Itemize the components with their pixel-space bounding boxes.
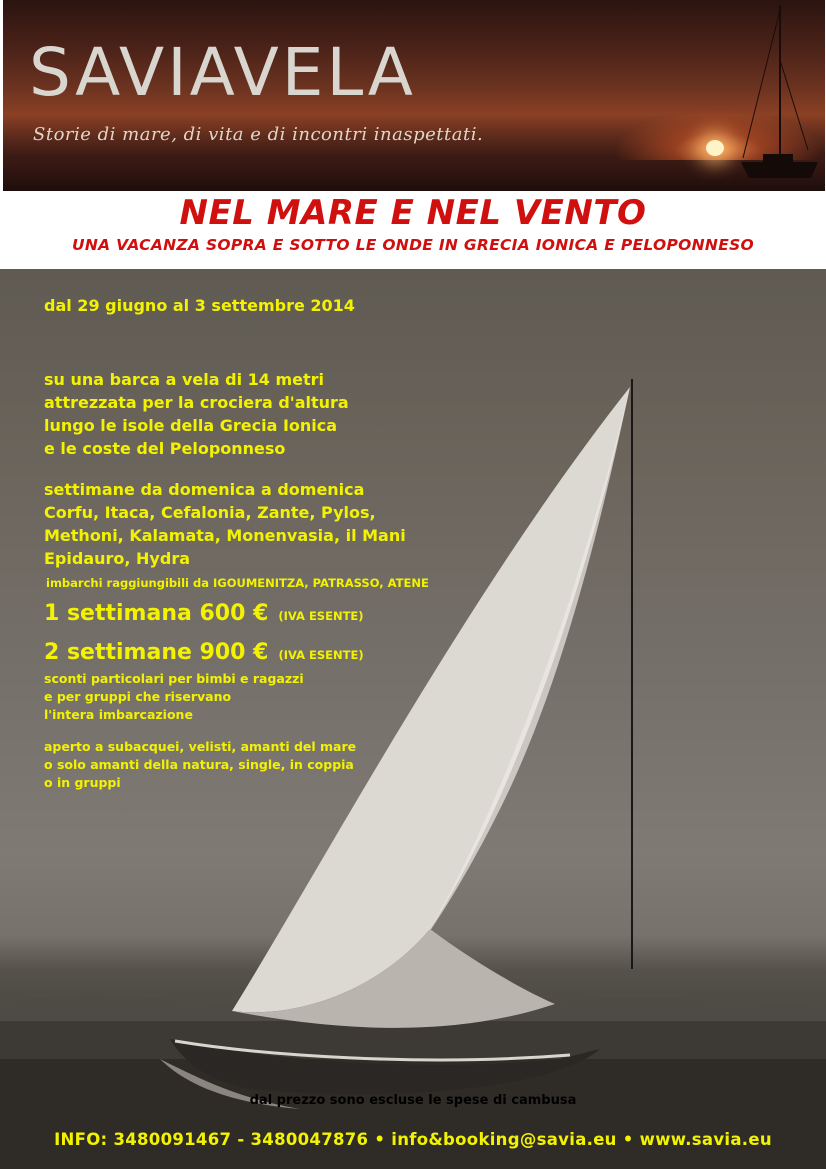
itinerary xyxy=(44,478,406,570)
embark-info: imbarchi raggiungibili da IGOUMENITZA, PATRASSO, ATENE xyxy=(46,576,429,590)
price-note: (IVA ESENTE) xyxy=(278,648,364,662)
audience-line: o in gruppi xyxy=(44,775,121,790)
page-title: NEL MARE E NEL VENTO xyxy=(179,193,647,233)
tagline: Storie di mare, di vita e di incontri inaspettati. xyxy=(33,124,484,145)
discount-line: e per gruppi che riservano xyxy=(44,689,232,704)
audience-line: aperto a subacquei, velisti, amanti del mare xyxy=(44,739,357,754)
dates-text: dal 29 giugno al 3 settembre 2014 xyxy=(44,296,355,315)
price-two-weeks xyxy=(44,640,364,665)
sun-icon xyxy=(706,140,724,156)
price-label: 2 settimane 900 € xyxy=(44,640,269,665)
price-label: 1 settimana 600 € xyxy=(44,601,269,626)
contact-info: INFO: 3480091467 - 3480047876 • info&booking@savia.eu • www.savia.eu xyxy=(54,1130,772,1149)
boat-line: lungo le isole della Grecia Ionica xyxy=(44,416,338,435)
boat-line: su una barca a vela di 14 metri xyxy=(44,370,325,389)
price-one-week xyxy=(44,601,364,626)
discount-line: sconti particolari per bimbi e ragazzi xyxy=(44,671,304,686)
banner-sea xyxy=(3,160,825,191)
itinerary-line: settimane da domenica a domenica xyxy=(44,480,365,499)
sailboat-silhouette-icon xyxy=(733,0,823,191)
boat-line: e le coste del Peloponneso xyxy=(44,439,286,458)
audience xyxy=(44,738,356,792)
audience-line: o solo amanti della natura, single, in coppia xyxy=(44,757,354,772)
itinerary-line: Corfu, Itaca, Cefalonia, Zante, Pylos, xyxy=(44,503,376,522)
price-exclusion-note: dal prezzo sono escluse le spese di cambusa xyxy=(249,1093,577,1108)
price-note: (IVA ESENTE) xyxy=(278,609,364,623)
page-subtitle: UNA VACANZA SOPRA E SOTTO LE ONDE IN GRECIA IONICA E PELOPONNESO xyxy=(71,236,755,254)
discount-line: l'intera imbarcazione xyxy=(44,707,193,722)
discounts xyxy=(44,670,304,724)
itinerary-line: Epidauro, Hydra xyxy=(44,549,190,568)
brand-logo: SAVIAVELA xyxy=(29,34,416,111)
itinerary-line: Methoni, Kalamata, Monenvasia, il Mani xyxy=(44,526,406,545)
boat-line: attrezzata per la crociera d'altura xyxy=(44,393,349,412)
boat-description xyxy=(44,368,349,460)
header-banner xyxy=(3,0,825,191)
